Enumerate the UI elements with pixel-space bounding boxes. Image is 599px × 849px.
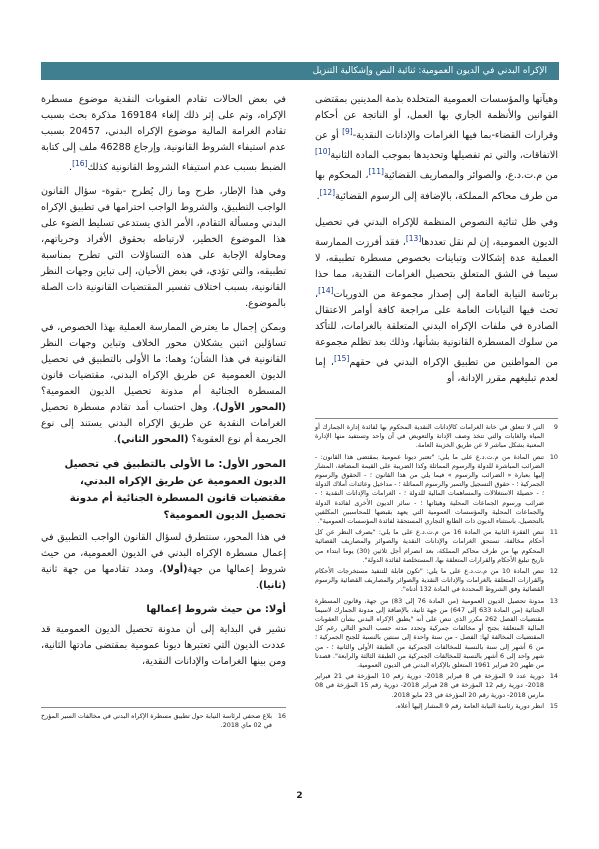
paragraph xyxy=(315,215,558,388)
footnote-number: 16 xyxy=(277,712,286,720)
footnote-number: 13 xyxy=(549,596,558,605)
footnote-ref[interactable]: [13] xyxy=(405,233,422,243)
running-header xyxy=(41,62,559,80)
text: . xyxy=(113,434,117,446)
footnote-number: 15 xyxy=(549,701,558,710)
paragraph xyxy=(41,530,286,594)
text: ، المحكوم بها من طرف محاكم المملكة، بالإضافة إلى الرسوم القضائية xyxy=(315,170,558,202)
paragraph xyxy=(41,320,286,448)
footnote xyxy=(315,453,558,527)
footnote-number: 11 xyxy=(549,528,558,537)
footnote-text: انظر دورية رئاسة النيابة العامة رقم 9 المشار إليها أعلاه. xyxy=(395,701,544,710)
footnote-number: 14 xyxy=(549,672,558,681)
footnote xyxy=(315,528,558,565)
footnotes-left xyxy=(41,707,286,732)
footnote-text: مدونة تحصيل الديون العمومية (من المادة 76 إلى 83) من جهة، وقانون المسطرة الجنائية (من المادة 633 إلى 647) من جهة ثانية، بالإضافة إلى مدونة الجمارك لاسيما مقتضيات الفصل 262 مكرر الذي تنص على أنه "يطبق الإكراه البدني بشأن العقوبات المالية المتعلقة بجنح أو مخالفات جمركية وتحدد مدته حسب النحو التالي رغم كل المقتضيات المخالفة لها: الفصل - من سنة واحدة إلى سنتين بالنسبة للجنح الجمركية ؛ من 6 أشهر إلى سنة بالنسبة للمخالفات الجمركية من الطبقة الأولى والثانية ؛ - من شهر واحد إلى 6 أشهر بالنسبة للمخالفات الجمركية من الطبقة الثالثة والرابعة". قصدنا من ظهير 20 فبراير 1961 المتعلق بالإكراه البدني في الديون العمومية. xyxy=(315,596,545,670)
text: أو عن الاتفاقات، والتي تم تفصيلها وتحديدها بموجب المادة الثانية xyxy=(315,130,558,162)
footnote-text: تنص الفقرة الثانية من المادة 16 من م.ت.د.ع على ما يلي: "بصرف النظر عن كل أحكام مخالفة، تستحق الغرامات والإدانات النقدية والصوائر والمصاريف القضائية المحكوم بها من طرف محاكم المملكة، بعد انصرام أجل ثلاثين (30) يوما ابتداء من تاريخ تبليغ الأحكام والقرارات المتعلقة بها، المستخلصة لفائدة الدولة". xyxy=(315,528,545,564)
text: (أولا) xyxy=(162,564,188,576)
text: ، فقد أفرزت الممارسة العملية عدة إشكالات وتباينات بخصوص مسطرة تطبيقه، لا سيما في الشق المتعلق بتحصيل الغرامات النقدية، مما حذا برئاسة النيابة العامة إلى إصدار مجموعة من الدوريات xyxy=(315,236,558,301)
paragraph xyxy=(41,92,286,176)
footnote-ref[interactable]: [16] xyxy=(72,159,88,168)
text: . xyxy=(69,162,73,174)
footnotes-right xyxy=(315,418,558,713)
footnote-text: التي لا تتعلق في خانة الغرامات كالإدانات النقدية المحكوم بها لفائدة إدارة الجمارك أو المياه والغابات والتي تتخذ وصف الإدانة والتعويض في آن واحد وتستفيد منها الإدارة المعنية بشكل مباشر لا عن طريق الخزينة العامة. xyxy=(315,423,544,450)
footnote-ref[interactable]: [10] xyxy=(315,147,331,157)
page-number: 2 xyxy=(296,791,303,801)
footnote-text: بلاغ صحفي لرئاسة النيابة حول تطبيق مسطرة الإكراه البدني في مخالفات السير المؤرخ في 02 ماي 2018. xyxy=(41,712,272,730)
paragraph: وفي هذا الإطار، طرح وما زال يُطرح -بقوة- سؤال القانون الواجب التطبيق، والشروط الواجب احترامها في تطبيق الإكراه البدني ومسألة التقادم، الأمر الذي يستدعي تسليط الضوء على هذا الموضوع الخطير، لارتباطه بحقوق الأفراد وحرياتهم، ومحاولة الإجابة على هذه التساؤلات التي تطرح بمناسبة تطبيقه، والتي تؤدي، في بعض الأحيان، إلى تباين وجهات النظر القانونية، بسبب اختلاف تفسير المقتضيات القانونية ذات الصلة بالموضوع. xyxy=(41,186,286,310)
footnote xyxy=(315,567,558,595)
text: . xyxy=(255,580,259,592)
text: ، تحث فيها النيابات العامة على مراجعة كافة أوامر الاعتقال الصادرة في ملفات الإكراه البدني المتعلقة بالغرامات، للتأكد من سلوك المسطرة القانونية بشأنها، وذلك بعد تظلم مجموعة من المواطنين من تطبيق الإكراه البدني في حقهم xyxy=(315,289,558,369)
footnote-number: 12 xyxy=(549,567,558,576)
paragraph xyxy=(315,92,558,205)
text: في بعض الحالات تقادم العقوبات النقدية موضوع مسطرة الإكراه، وتم على إثر ذلك إلغاء 169184 مذكرة بحث بسبب تقادم الغرامة المالية موضوع الإكراه البدني، 20457 بسبب عدم استيفاء الشروط القانونية، وإرجاع 46288 ملف إلى كتابة الضبط بسبب عدم استيفاء الشروط القانونية كذلك xyxy=(41,94,287,174)
text: (ثانيا) xyxy=(258,580,286,592)
footnote xyxy=(41,712,286,730)
running-title: الإكراه البدني في الديون العمومية: ثنائية النص وإشكالية التنزيل xyxy=(312,66,547,76)
right-column xyxy=(315,92,558,395)
text: (المحور الثاني) xyxy=(116,434,189,446)
text: وفي ظل ثنائية النصوص المنظمة للإكراه البدني في تحصيل الديون العمومية، إن لم نقل تعددها xyxy=(315,216,558,248)
footnote xyxy=(315,702,558,711)
footnote-text: تنص المادة 10 من م.ت.د.ع على ما يلي: "تكون قابلة للتنفيذ مستخرجات الأحكام والقرارات المتعلقة بالغرامات والإدانات النقدية والصوائر والمصاريف القضائية والرسوم القضائية وفق الشروط المحددة في المادة 132 أدناه". xyxy=(315,567,544,594)
left-column xyxy=(41,92,286,678)
footnote xyxy=(315,597,558,671)
text: وهيآتها والمؤسسات العمومية المتخلدة بذمة المدينين بمقتضى القوانين والأنظمة الجاري بها العمل، أو الناتجة عن أحكام وقرارات القضاء-بما فيها الغرامات والإدانات النقدية- xyxy=(315,94,558,142)
footnote-text: دورية عدد 9 المؤرخة في 8 فبراير 2018- دورية رقم 10 المؤرخة في 21 فبراير 2018- دورية رقم 12 المؤرخة في 28 فبراير 2018- دورية رقم 15 المؤرخة في 08 مارس 2018- دورية رقم 20 المؤرخة في 23 مايو 2018. xyxy=(315,672,544,699)
footnote-ref[interactable]: [9] xyxy=(342,127,353,136)
footnote xyxy=(315,672,558,700)
text: ، وهل احتساب أمد تقادم مسطرة تحصيل الغرامات النقدية عن طريق الإكراه البدني يستند إلى نوع الجريمة أم نوع العقوبة؟ xyxy=(41,402,286,446)
paragraph: نشير في البداية إلى أن مدونة تحصيل الديون العمومية قد عددت الديون التي تعتبرها ديونا عمومية بمقتضى مادتها الثانية، ومن بينها الغرامات والإدانات النقدية، xyxy=(41,624,286,668)
footnote-ref[interactable]: [14] xyxy=(318,285,334,295)
footnote-text: تنص المادة من م.ت.د.ع على ما يلي: "تعتبر ديونا عمومية بمقتضى هذا القانون: - الضرائب المباشرة للدولة والرسوم المماثلة وكذا الضريبة على القيمة المضافة، المشار إليها بعبارة « الضرائب والرسوم » فيما يلي من هذا القانون ؛ - الحقوق والرسوم الجمركية ؛ - حقوق التسجيل والتمبر والرسوم المماثلة ؛ - مداخيل وعائدات أملاك الدولة ؛ - حصيلة الاستغلالات والمساهمات المالية للدولة ؛ - الغرامات والإدانات النقدية ؛ - ضرائب ورسوم الجماعات المحلية وهيئاتها ؛ - سائر الديون الأخرى لفائدة الدولة والجماعات المحلية والمؤسسات العمومية التي يعهد بقبضها للمحاسبين المكلفين بالتحصيل، باستثناء الديون ذات الطابع التجاري المستحقة لفائدة المؤسسات العمومية". xyxy=(315,452,544,526)
text: في هذا المحور، سنتطرق لسؤال القانون الواجب التطبيق في إعمال مسطرة الإكراه البدني في الديون العمومية، من حيث شروط إعمالها من جهة xyxy=(41,532,286,576)
text: . xyxy=(316,190,320,202)
text: من م.ت.د.ع، والصوائر والمصاريف القضائية xyxy=(383,170,559,182)
footnote-ref[interactable]: [11] xyxy=(368,167,384,177)
footnote-number: 10 xyxy=(549,452,558,461)
footnote xyxy=(315,423,558,451)
text: (المحور الأول) xyxy=(215,402,286,414)
text: ، إما لعدم تبليغهم مقرر الإدانة، أو xyxy=(315,357,558,385)
footnote-ref[interactable]: [15] xyxy=(333,354,350,364)
text: وبمكن إجمال ما يعترض الممارسة العملية بهذا الخصوص، في تساؤلين اثنين يشكلان محور الخلاف وتباين وجهات النظر القانونية في هذا الشأن؛ وهما: ما الأولى بالتطبيق في تحصيل الديون العمومية عن طريق الإكراه البدني، مقتضيات قانون المسطرة الجنائية أم مدونة تحصيل الديون العمومية؟ xyxy=(41,322,286,398)
subheading: أولا: من حيث شروط إعمالها xyxy=(146,604,286,616)
footnote-ref[interactable]: [12] xyxy=(319,187,336,197)
footnote-number: 9 xyxy=(553,423,558,431)
section-heading: المحور الأول: ما الأولى بالتطبيق في تحصيل الديون العمومية عن طريق الإكراه البدني، مقتضيات قانون المسطرة الجنائية أم مدونة تحصيل الديون العمومية؟ xyxy=(64,459,286,522)
text: ، ومدد تقادمها من جهة ثانية xyxy=(41,564,163,576)
